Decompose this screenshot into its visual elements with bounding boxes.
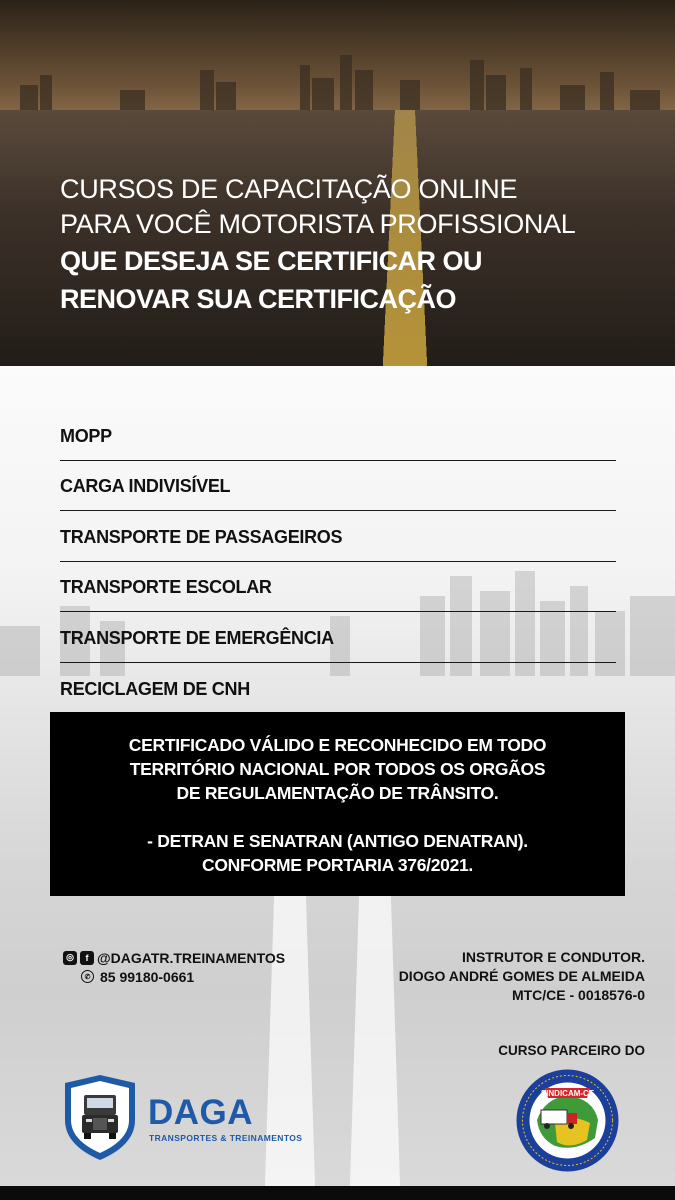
- contact-info: [63, 948, 285, 986]
- course-item: RECICLAGEM DE CNH: [60, 679, 250, 699]
- course-item: TRANSPORTE ESCOLAR: [60, 562, 616, 613]
- course-item: MOPP: [60, 410, 616, 461]
- instagram-icon[interactable]: ◎: [63, 951, 77, 965]
- course-list: [60, 410, 616, 713]
- instructor-name: DIOGO ANDRÉ GOMES DE ALMEIDA: [398, 968, 645, 984]
- hero-line-4: RENOVAR SUA CERTIFICAÇÃO: [60, 284, 457, 314]
- brand-subtitle: TRANSPORTES & TREINAMENTOS: [149, 1133, 303, 1143]
- sindicam-logo-text: SINDICAM-CE: [540, 1089, 595, 1098]
- hero-skyline: [0, 40, 675, 120]
- whatsapp-icon[interactable]: ✆: [81, 970, 94, 983]
- course-item: TRANSPORTE DE PASSAGEIROS: [60, 511, 616, 562]
- hero-line-2: PARA VOCÊ MOTORISTA PROFISSIONAL: [60, 209, 576, 239]
- hero-headline: [60, 172, 640, 318]
- cert-line-1: CERTIFICADO VÁLIDO E RECONHECIDO EM TODO: [128, 735, 547, 755]
- cert-line-4: - DETRAN E SENATRAN (ANTIGO DENATRAN).: [147, 831, 528, 851]
- instructor-line-1: INSTRUTOR E CONDUTOR.: [461, 949, 645, 965]
- social-handle[interactable]: @DAGATR.TREINAMENTOS: [97, 949, 286, 966]
- brand-name: DAGA: [148, 1093, 254, 1132]
- cert-line-5: CONFORME PORTARIA 376/2021.: [202, 855, 473, 875]
- instructor-registration: MTC/CE - 0018576-0: [511, 987, 645, 1003]
- cert-line-2: TERRITÓRIO NACIONAL POR TODOS OS ORGÃOS: [129, 759, 546, 779]
- road-lane-right: [342, 866, 408, 1200]
- instructor-info: [399, 948, 645, 1005]
- cert-line-3: DE REGULAMENTAÇÃO DE TRÂNSITO.: [176, 783, 499, 803]
- sindicam-logo: [515, 1068, 620, 1173]
- hero-banner: [0, 0, 675, 366]
- course-item: CARGA INDIVISÍVEL: [60, 461, 616, 512]
- course-item: TRANSPORTE DE EMERGÊNCIA: [60, 612, 616, 663]
- facebook-icon[interactable]: f: [80, 951, 94, 965]
- certificate-notice: [50, 712, 625, 896]
- bottom-bar: [0, 1186, 675, 1200]
- partner-label: CURSO PARCEIRO DO: [498, 1043, 645, 1058]
- hero-line-3: QUE DESEJA SE CERTIFICAR OU: [60, 246, 483, 276]
- hero-line-1: CURSOS DE CAPACITAÇÃO ONLINE: [60, 174, 518, 204]
- phone-number[interactable]: 85 99180-0661: [100, 968, 195, 985]
